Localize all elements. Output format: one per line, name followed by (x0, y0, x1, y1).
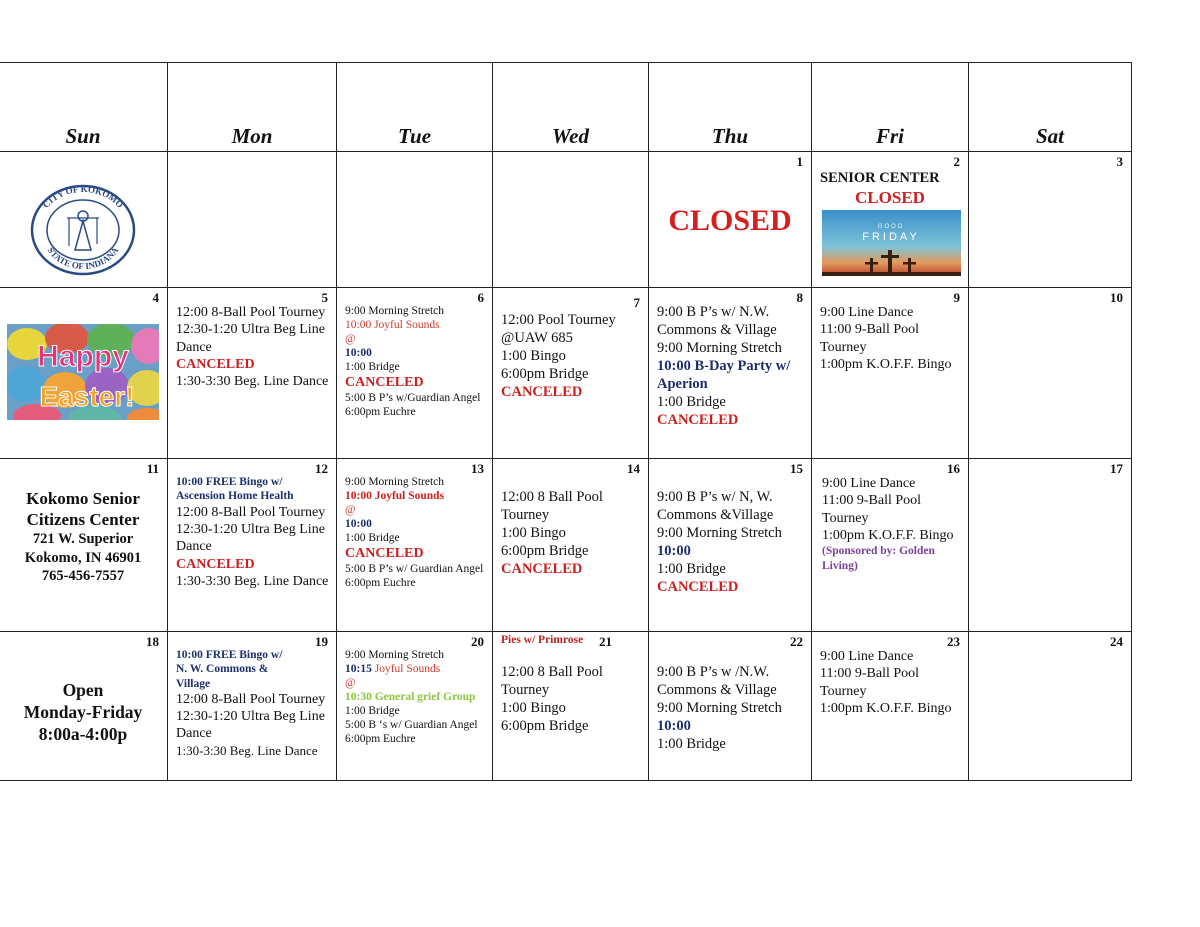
event-item: 12:00 8-Ball Pool Tourney (176, 691, 326, 707)
day-header-tue: Tue (337, 63, 493, 152)
event-item: 9:00 Line Dance (820, 649, 914, 664)
day-cell-fri (812, 632, 969, 781)
event-list (649, 632, 811, 754)
event-item: 1:00 Bridge (657, 393, 726, 410)
day-number: 6 (477, 290, 484, 305)
event-list (649, 459, 811, 597)
center-address-block (0, 459, 167, 585)
event-item: 12:00 8 Ball Pool Tourney (501, 664, 603, 698)
event-item: 1:00 Bridge (345, 361, 400, 374)
week-row (0, 632, 1132, 781)
good-friday-small-text: GOOD (877, 224, 905, 230)
event-item: 9:00 Line Dance (820, 305, 914, 320)
day-number: 1 (796, 154, 803, 169)
day-number: 3 (1116, 154, 1123, 169)
day-number: 4 (152, 290, 159, 305)
event-list (493, 459, 648, 579)
event-item: 9:00 Morning Stretch (657, 524, 782, 541)
event-item: 10:00 Joyful Sounds (345, 319, 440, 332)
day-cell-tue (337, 459, 493, 632)
event-item: 12:00 8-Ball Pool Tourney (176, 305, 326, 320)
day-number: 14 (627, 461, 640, 476)
event-item: 10:00 (657, 717, 691, 734)
day-cell-wed (493, 632, 649, 781)
center-name: Kokomo Senior Citizens Center (26, 489, 140, 529)
week-row (0, 152, 1132, 288)
event-item: 10:00 FREE Bingo w/ Ascension Home Health (176, 476, 294, 503)
event-list (337, 632, 492, 746)
canceled-label: CANCELED (345, 546, 424, 562)
sponsor-note: (Sponsored by: Golden Living) (822, 545, 935, 572)
day-cell-wed-empty (493, 152, 649, 288)
day-cell-thu (649, 632, 812, 781)
center-city: Kokomo, IN 46901 (24, 549, 142, 566)
day-cell-sat (969, 288, 1132, 459)
canceled-label: CANCELED (176, 556, 255, 572)
event-item: 10:00 B-Day Party w/ Aperion (657, 357, 791, 392)
event-item: 1:00 Bridge (657, 735, 726, 752)
hours-block (0, 632, 167, 746)
event-item: @ (345, 677, 356, 690)
event-item: 5:00 B P’s w/ Guardian Angel (345, 563, 484, 576)
day-number: 9 (953, 290, 960, 305)
day-number: 12 (315, 461, 328, 476)
event-list (168, 288, 336, 391)
event-item: 9:00 Morning Stretch (345, 476, 445, 488)
event-item: 12:00 8 Ball Pool Tourney (501, 489, 603, 523)
city-seal-icon (29, 184, 137, 276)
day-cell-tue (337, 288, 493, 459)
event-item: 10:00 (345, 518, 372, 531)
event-item: 1:30-3:30 Beg. Line Dance (176, 374, 329, 390)
happy-easter-image (7, 324, 159, 420)
day-cell-sat (969, 152, 1132, 288)
event-item: 10:00 (345, 347, 372, 360)
easter-text-bottom: Easter! (39, 381, 135, 412)
event-item: 9:00 Line Dance (822, 476, 916, 491)
event-list (649, 288, 811, 430)
day-number: 5 (321, 290, 328, 305)
day-number: 20 (471, 634, 484, 649)
event-item: 1:00 Bingo (501, 699, 566, 716)
weekday-header-row (0, 63, 1132, 152)
event-item: 1:00 Bingo (501, 347, 566, 364)
week-row (0, 288, 1132, 459)
event-item: 1:30-3:30 Beg. Line Dance (176, 573, 329, 589)
event-list (812, 459, 968, 573)
day-number: 24 (1110, 634, 1123, 649)
day-cell-fri (812, 152, 969, 288)
day-number: 10 (1110, 290, 1123, 305)
closed-notice: CLOSED (668, 204, 792, 237)
day-header-sun: Sun (0, 63, 168, 152)
good-friday-text: FRIDAY (862, 231, 920, 243)
seal-text-top: CITY OF KOKOMO (40, 184, 126, 210)
day-number: 17 (1110, 461, 1123, 476)
hours-days: Monday-Friday (23, 701, 143, 722)
canceled-label: CANCELED (345, 375, 424, 391)
event-item: @ (345, 504, 356, 517)
good-friday-image (822, 210, 961, 276)
center-street: 721 W. Superior (32, 531, 134, 548)
day-cell-tue (337, 632, 493, 781)
day-header-fri: Fri (812, 63, 969, 152)
event-item: 11:00 9-Ball Pool Tourney (820, 322, 920, 355)
day-cell-thu (649, 459, 812, 632)
event-item: 10:15 Joyful Sounds (345, 663, 441, 676)
event-item: 6:00pm Bridge (501, 365, 589, 382)
event-item: 10:30 General grief Group (345, 691, 476, 704)
day-header-sat: Sat (969, 63, 1132, 152)
canceled-label: CANCELED (501, 560, 583, 577)
event-item: 10:00 FREE Bingo w/ N. W. Commons & Village (176, 649, 283, 690)
event-item: 10:00 (657, 542, 691, 559)
event-item: 6:00pm Euchre (345, 733, 416, 746)
day-cell-fri (812, 459, 969, 632)
event-item: 5:00 B ‘s w/ Guardian Angel (345, 719, 478, 732)
day-cell-wed (493, 459, 649, 632)
day-cell-thu (649, 288, 812, 459)
senior-center-title: SENIOR CENTER (820, 170, 940, 186)
closed-notice: CLOSED (855, 188, 925, 207)
event-item: 12:30-1:20 Ultra Beg Line Dance (176, 322, 325, 355)
event-list (168, 459, 336, 590)
event-list (168, 632, 336, 759)
day-header-thu: Thu (649, 63, 812, 152)
day-number: 13 (471, 461, 484, 476)
day-cell-mon-empty (168, 152, 337, 288)
event-list (493, 632, 648, 736)
canceled-label: CANCELED (657, 411, 739, 428)
hours-times: 8:00a-4:00p (38, 723, 128, 744)
event-item: 1:00pm K.O.F.F. Bingo (822, 528, 954, 544)
day-cell-tue-empty (337, 152, 493, 288)
day-number: 23 (947, 634, 960, 649)
calendar-grid (0, 62, 1132, 781)
event-item: 5:00 B P’s w/Guardian Angel (345, 392, 481, 405)
event-item: 1:00pm K.O.F.F. Bingo (820, 357, 952, 373)
event-item: 1:00 Bridge (657, 560, 726, 577)
event-item: 1:00pm K.O.F.F. Bingo (820, 701, 952, 717)
event-item: 9:00 Morning Stretch (345, 649, 445, 661)
day-cell-mon (168, 459, 337, 632)
day-number: 11 (146, 461, 159, 476)
day-number: 2 (953, 154, 960, 169)
event-item: 1:00 Bridge (345, 705, 400, 718)
event-item: 9:00 B P’s w /N.W. Commons & Village (657, 664, 777, 698)
event-item: 1:00 Bridge (345, 532, 400, 545)
event-list (812, 632, 968, 717)
event-item: 6:00pm Euchre (345, 406, 416, 419)
event-list (812, 288, 968, 373)
seal-text-bottom: STATE OF INDIANA (45, 245, 121, 272)
special-event-note: Pies w/ Primrose (501, 634, 584, 646)
event-item: 12:00 Pool Tourney @UAW 685 (501, 312, 616, 346)
hours-open: Open (62, 680, 104, 700)
day-header-mon: Mon (168, 63, 337, 152)
event-item: 6:00pm Euchre (345, 577, 416, 590)
week-row (0, 459, 1132, 632)
day-number: 16 (947, 461, 960, 476)
day-number: 8 (796, 290, 803, 305)
day-number: 21 (599, 634, 612, 649)
day-cell-sun (0, 459, 168, 632)
event-item: 9:00 B P’s w/ N, W. Commons &Village (657, 489, 774, 523)
day-number: 7 (633, 295, 640, 310)
event-item: 6:00pm Bridge (501, 542, 589, 559)
day-cell-sun-empty (0, 152, 168, 288)
event-item: 11:00 9-Ball Pool Tourney (822, 493, 922, 526)
event-list (493, 288, 648, 402)
day-number: 18 (146, 634, 159, 649)
day-cell-mon (168, 288, 337, 459)
event-item: 6:00pm Bridge (501, 717, 589, 734)
day-cell-sun (0, 288, 168, 459)
event-item: 12:30-1:20 Ultra Beg Line Dance (176, 521, 325, 555)
day-cell-mon (168, 632, 337, 781)
svg-text:CITY OF KOKOMO (41, 184, 126, 210)
day-cell-thu (649, 152, 812, 288)
day-cell-sat (969, 632, 1132, 781)
event-item: 1:30-3:30 Beg. Line Dance (176, 742, 318, 758)
event-item: @ (345, 333, 356, 346)
day-cell-sat (969, 459, 1132, 632)
canceled-label: CANCELED (501, 383, 583, 400)
easter-text-top: Happy (37, 340, 129, 373)
event-item: 1:00 Bingo (501, 524, 566, 541)
event-list (337, 459, 492, 590)
event-item: 9:00 Morning Stretch (657, 699, 782, 716)
day-cell-wed (493, 288, 649, 459)
event-item: 11:00 9-Ball Pool Tourney (820, 666, 920, 699)
canceled-label: CANCELED (176, 357, 255, 373)
day-header-wed: Wed (493, 63, 649, 152)
day-cell-fri (812, 288, 969, 459)
day-number: 19 (315, 634, 328, 649)
event-item: 9:00 Morning Stretch (657, 339, 782, 356)
event-item: 12:30-1:20 Ultra Beg Line Dance (176, 709, 325, 742)
event-item: 12:00 8-Ball Pool Tourney (176, 504, 326, 520)
event-item: 10:00 Joyful Sounds (345, 490, 445, 503)
event-list (337, 288, 492, 419)
day-number: 22 (790, 634, 803, 649)
event-item: 9:00 B P’s w/ N.W. Commons & Village (657, 304, 777, 338)
canceled-label: CANCELED (657, 578, 739, 595)
day-number: 15 (790, 461, 803, 476)
event-item: 9:00 Morning Stretch (345, 305, 445, 317)
center-phone: 765-456-7557 (41, 567, 125, 584)
day-cell-sun (0, 632, 168, 781)
